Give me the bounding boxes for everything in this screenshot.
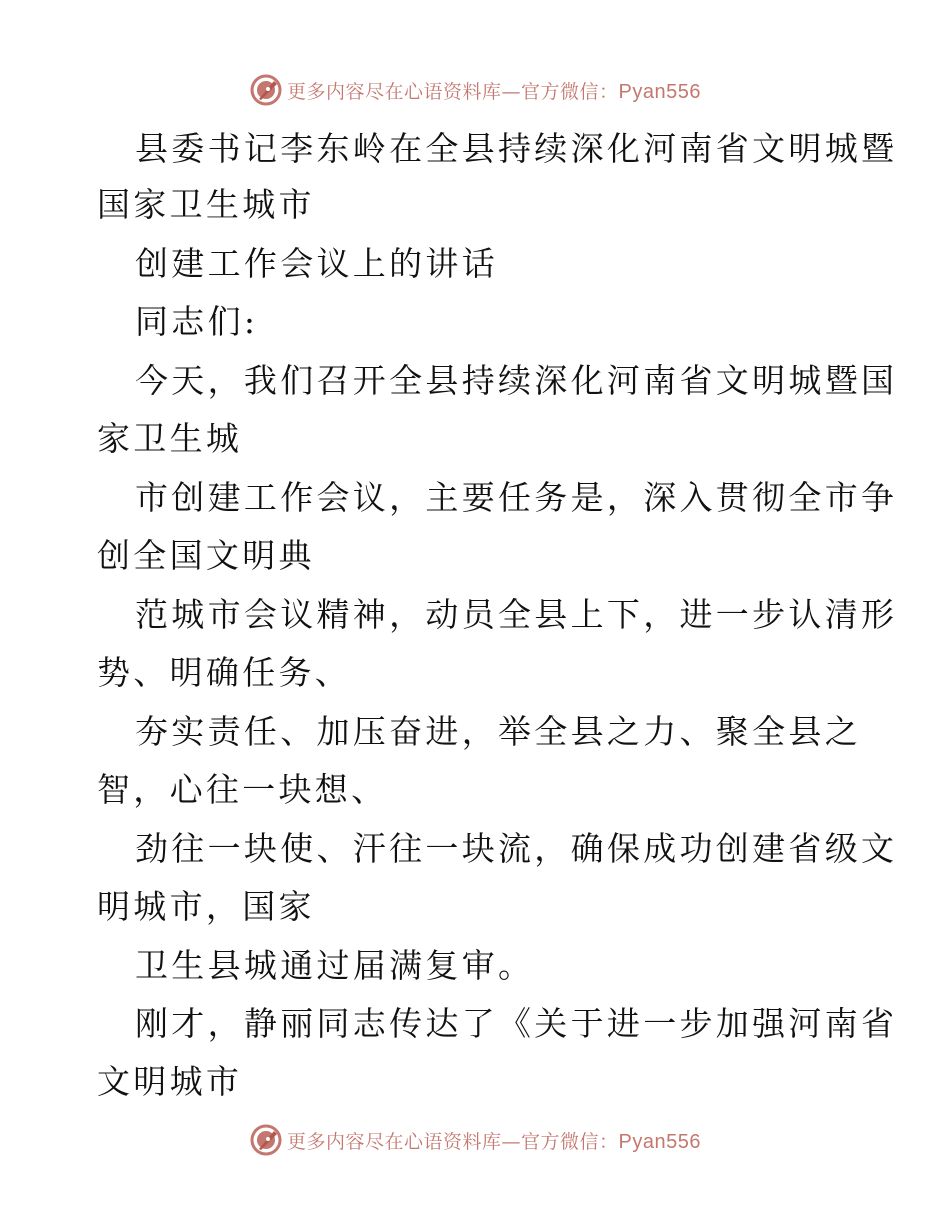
header-watermark bbox=[0, 72, 950, 108]
text-line: 夯实责任、加压奋进，举全县之力、聚全县之 bbox=[135, 712, 861, 751]
text-line: 今天，我们召开全县持续深化河南省文明城暨国 bbox=[135, 361, 898, 400]
text-line: 创全国文明典 bbox=[97, 536, 315, 575]
text-line: 同志们: bbox=[135, 302, 259, 341]
watermark-wechat-id: Pyan556 bbox=[618, 80, 701, 103]
text-line: 劲往一块使、汗往一块流，确保成功创建省级文 bbox=[135, 829, 898, 868]
pen-nib-logo-icon bbox=[249, 73, 283, 107]
watermark-wechat-id: Pyan556 bbox=[618, 1130, 701, 1153]
text-line: 势、明确任务、 bbox=[97, 653, 352, 692]
watermark-text: 更多内容尽在心语资料库—官方微信： bbox=[287, 1130, 619, 1153]
text-line: 明城市，国家 bbox=[97, 887, 315, 926]
pen-nib-logo-icon bbox=[249, 1123, 283, 1157]
text-line: 刚才，静丽同志传达了《关于进一步加强河南省 bbox=[135, 1004, 898, 1043]
text-line: 家卫生城 bbox=[97, 419, 243, 458]
text-line: 创建工作会议上的讲话 bbox=[135, 244, 498, 283]
text-line: 范城市会议精神，动员全县上下，进一步认清形 bbox=[135, 595, 898, 634]
text-line: 文明城市 bbox=[97, 1062, 243, 1101]
text-line: 卫生县城通过届满复审。 bbox=[135, 946, 535, 985]
watermark-text: 更多内容尽在心语资料库—官方微信： bbox=[287, 80, 619, 103]
text-line: 智，心往一块想、 bbox=[97, 770, 388, 809]
text-line: 市创建工作会议，主要任务是，深入贯彻全市争 bbox=[135, 478, 898, 517]
text-line: 县委书记李东岭在全县持续深化河南省文明城暨 bbox=[135, 129, 898, 168]
text-line: 国家卫生城市 bbox=[97, 185, 315, 224]
footer-watermark bbox=[0, 1122, 950, 1158]
